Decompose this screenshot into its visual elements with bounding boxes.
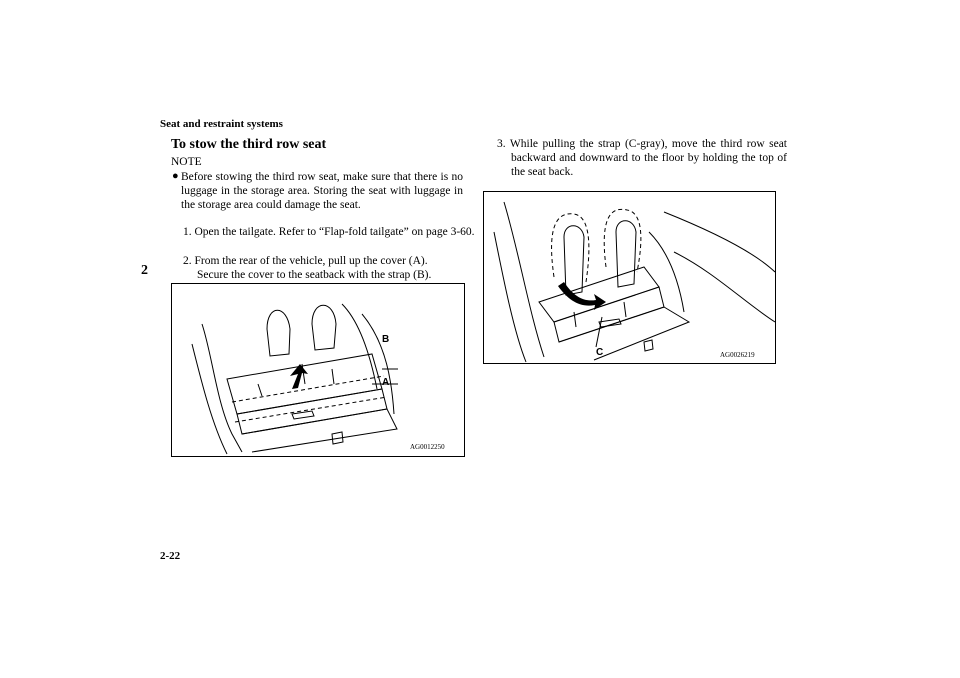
step-2: [183, 254, 463, 282]
figure-cover-strap: [171, 283, 465, 457]
chapter-tab: 2: [141, 263, 148, 278]
bullet-icon: ●: [172, 170, 179, 182]
note-text: Before stowing the third row seat, make sure that there is no luggage in the storage area. Storing the seat with luggage in the storage area could damage the seat.: [181, 171, 463, 211]
step-2-line-1: 2. From the rear of the vehicle, pull up the cover (A).: [183, 255, 428, 267]
callout-b: B: [382, 334, 390, 345]
seat-illustration-1: [172, 284, 464, 456]
running-header: Seat and restraint systems: [160, 118, 283, 130]
callout-c: C: [596, 347, 604, 358]
step-1: 1. Open the tailgate. Refer to “Flap-fold tailgate” on page 3-60.: [183, 226, 475, 238]
note-label: NOTE: [171, 156, 202, 168]
seat-illustration-2: [484, 192, 775, 363]
page-number: 2-22: [160, 550, 181, 562]
figure-code: AG0012250: [410, 443, 445, 451]
callout-a: A: [382, 377, 390, 388]
section-title: To stow the third row seat: [171, 137, 327, 152]
step-2-line-2: Secure the cover to the seatback with the strap (B).: [197, 269, 432, 281]
step-3: 3. While pulling the strap (C-gray), move the third row seat backward and downward to the floor by holding the top of the seat back.: [497, 138, 787, 178]
figure-code: AG0026219: [720, 351, 755, 359]
figure-stow-seat: [483, 191, 776, 364]
